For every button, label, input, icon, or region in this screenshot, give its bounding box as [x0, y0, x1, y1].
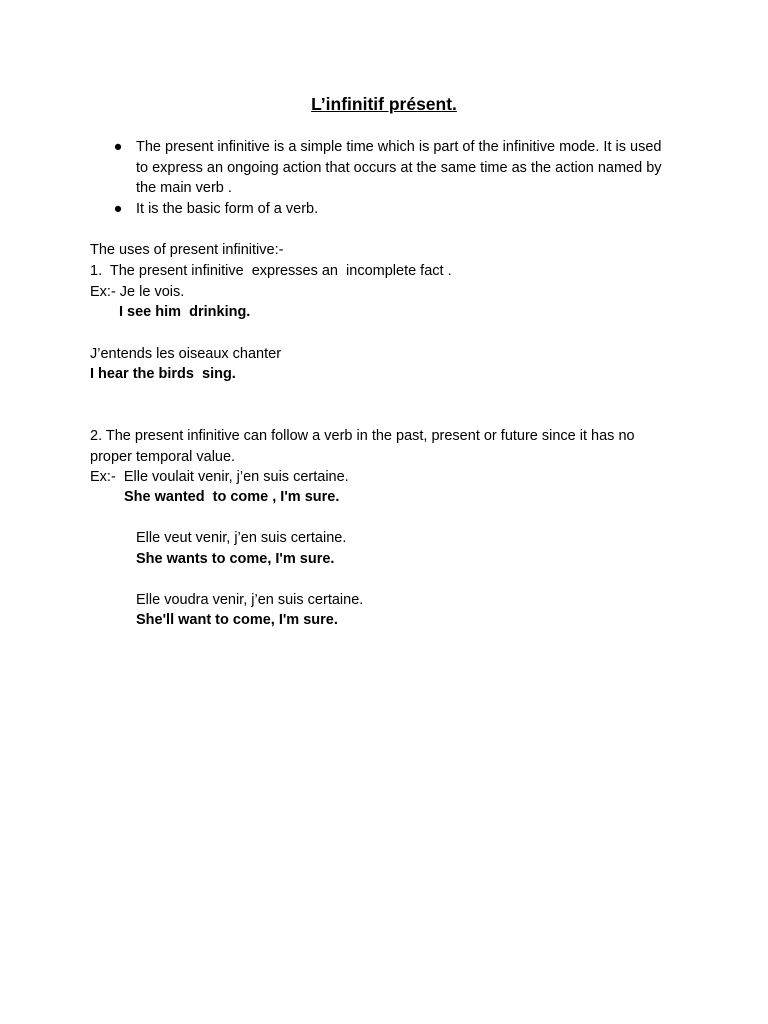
uses-heading: The uses of present infinitive:-	[90, 242, 284, 258]
use2-example3-french: Elle voudra venir, j’en suis certaine.	[136, 592, 364, 608]
bullet-item-definition	[111, 137, 671, 199]
use2-example1-french: Ex:- Elle voulait venir, j’en suis certaine.	[90, 469, 349, 485]
use1-example1-english: I see him drinking.	[119, 304, 251, 320]
use1-statement: 1. The present infinitive expresses an incomplete fact .	[90, 263, 452, 279]
definition-bullet-list	[111, 137, 671, 219]
bullet-icon: ●	[113, 139, 123, 155]
use2-example1-english: She wanted to come , I'm sure.	[124, 489, 340, 505]
bullet-icon: ●	[113, 200, 123, 217]
bullet-text: The present infinitive is a simple time which is part of the infinitive mode. It is used to express an ongoing action that occurs at the same time as the action named by the main verb .	[136, 139, 662, 197]
bullet-text: It is the basic form of a verb.	[136, 200, 319, 217]
use2-statement: 2. The present infinitive can follow a verb in the past, present or future since it has no proper temporal value.	[90, 428, 635, 465]
bullet-item-basic-form	[111, 199, 671, 220]
use2-example3-english: She'll want to come, I'm sure.	[136, 612, 338, 628]
use2-example2-french: Elle veut venir, j’en suis certaine.	[136, 530, 347, 546]
use1-example1-french: Ex:- Je le vois.	[90, 284, 185, 300]
document-title: L’infinitif présent.	[311, 94, 457, 114]
use1-example2-english: I hear the birds sing.	[90, 366, 236, 382]
use2-example2-english: She wants to come, I'm sure.	[136, 551, 335, 567]
use1-example2-french: J’entends les oiseaux chanter	[90, 346, 282, 362]
